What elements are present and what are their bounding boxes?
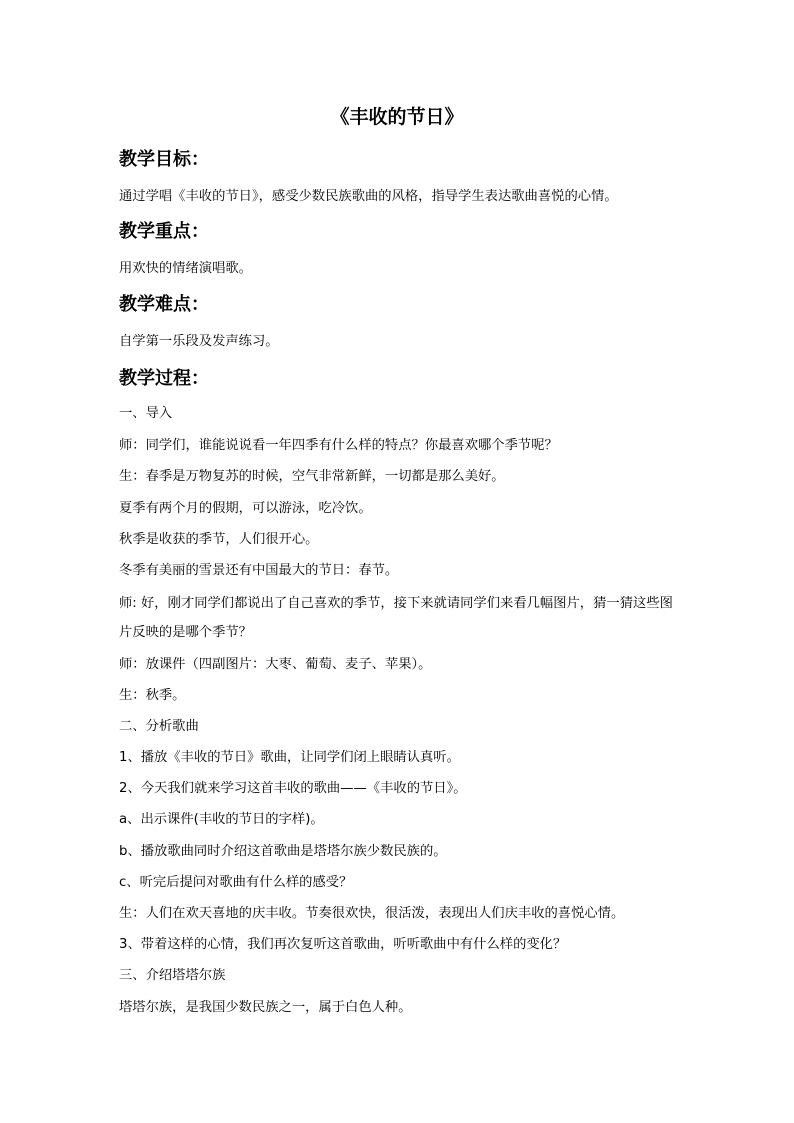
paragraph: 生：春季是万物复苏的时候，空气非常新鲜，一切都是那么美好。: [119, 469, 505, 484]
paragraph: 塔塔尔族，是我国少数民族之一，属于白色人种。: [119, 1000, 412, 1015]
paragraph: 师: 好，刚才同学们都说出了自己喜欢的季节，接下来就请同学们来看几幅图片，猜一猜这些图片反映的是哪个季节？: [119, 596, 673, 640]
paragraph: 冬季有美丽的雪景还有中国最大的节日：春节。: [119, 563, 399, 578]
paragraph: 师：放课件（四副图片：大枣、葡萄、麦子、苹果）。: [119, 657, 432, 672]
paragraph: 3、带着这样的心情，我们再次复听这首歌曲，听听歌曲中有什么样的变化？: [119, 937, 567, 952]
paragraph: 三、介绍塔塔尔族: [119, 968, 226, 983]
paragraph: 秋季是收获的季节，人们很开心。: [119, 532, 319, 547]
paragraph: c、听完后提问对歌曲有什么样的感受？: [119, 875, 353, 890]
goal-text: 通过学唱《丰收的节日》，感受少数民族歌曲的风格，指导学生表达歌曲喜悦的心情。: [119, 189, 618, 204]
paragraph: 一、导入: [119, 406, 173, 421]
document-title: 《丰收的节日》: [330, 106, 464, 128]
focus-text: 用欢快的情绪演唱歌。: [119, 261, 252, 276]
heading-teaching-difficulty: 教学难点：: [119, 294, 209, 315]
paragraph: 2、今天我们就来学习这首丰收的歌曲——《丰收的节日》。: [119, 781, 467, 796]
paragraph: 1、播放《丰收的节日》歌曲，让同学们闭上眼睛认真听。: [119, 750, 460, 765]
paragraph: 生：人们在欢天喜地的庆丰收。节奏很欢快，很活泼，表现出人们庆丰收的喜悦心情。: [119, 906, 625, 921]
paragraph: 二、分析歌曲: [119, 719, 199, 734]
paragraph: 师：同学们，谁能说说看一年四季有什么样的特点？你最喜欢哪个季节呢？: [119, 438, 558, 453]
heading-teaching-goal: 教学目标：: [119, 149, 209, 170]
paragraph: b、播放歌曲同时介绍这首歌曲是塔塔尔族少数民族的。: [119, 844, 447, 859]
heading-teaching-process: 教学过程：: [119, 368, 209, 389]
heading-teaching-focus: 教学重点：: [119, 221, 209, 242]
difficulty-text: 自学第一乐段及发声练习。: [119, 334, 279, 349]
paragraph: 生：秋季。: [119, 688, 186, 703]
paragraph: a、出示课件(丰收的节日的字样)。: [119, 812, 324, 827]
paragraph: 夏季有两个月的假期，可以游泳，吃冷饮。: [119, 501, 372, 516]
